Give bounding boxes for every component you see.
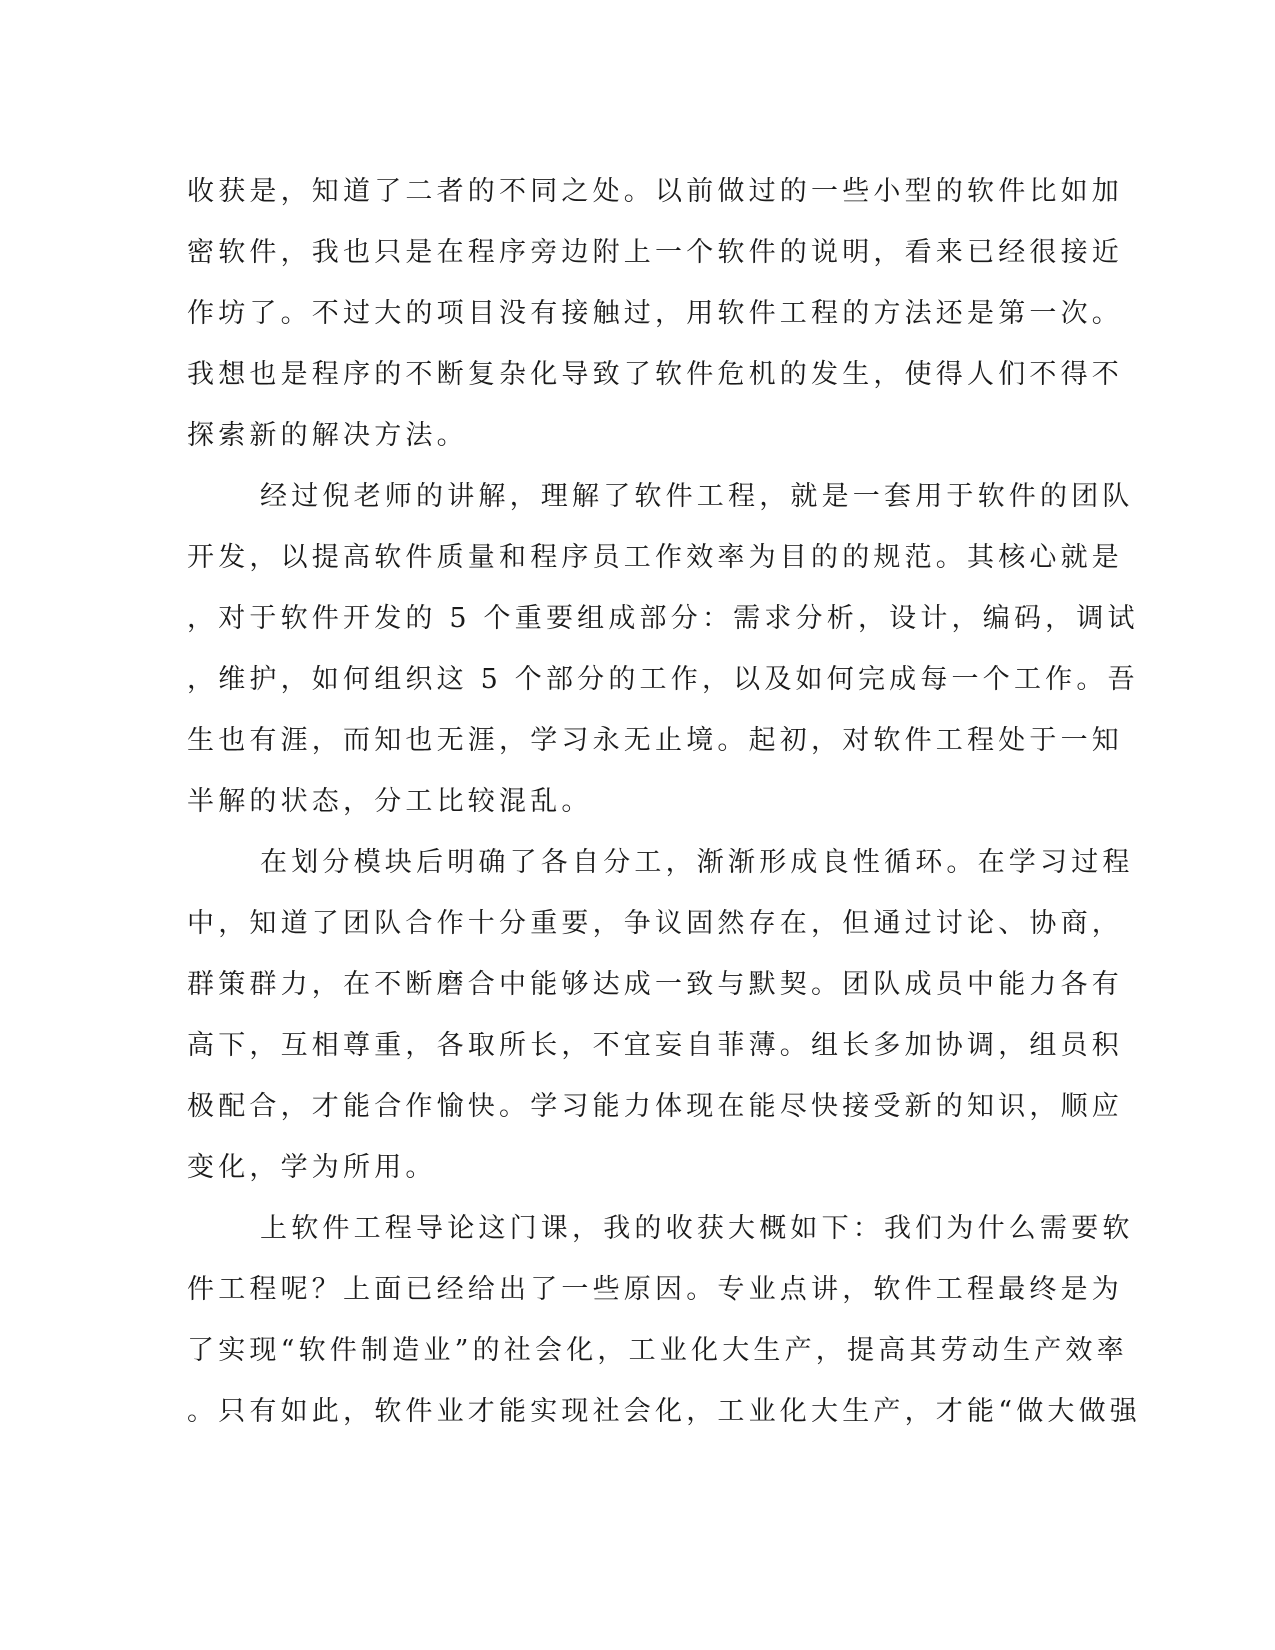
text-line: 探索新的解决方法。 — [187, 420, 468, 451]
text-line: 开发，以提高软件质量和程序员工作效率为目的的规范。其核心就是 — [187, 542, 1123, 573]
body-text — [187, 161, 1142, 1442]
text-line: 件工程呢？上面已经给出了一些原因。专业点讲，软件工程最终是为 — [187, 1274, 1123, 1305]
text-line: 群策群力，在不断磨合中能够达成一致与默契。团队成员中能力各有 — [187, 969, 1123, 1000]
text-line: 半解的状态，分工比较混乱。 — [187, 786, 593, 817]
paragraph-first-line: 经过倪老师的讲解，理解了软件工程，就是一套用于软件的团队 — [260, 481, 1134, 512]
text-line: 高下，互相尊重，各取所长，不宜妄自菲薄。组长多加协调，组员积 — [187, 1030, 1123, 1061]
text-line: 极配合，才能合作愉快。学习能力体现在能尽快接受新的知识，顺应 — [187, 1091, 1123, 1122]
text-line: 作坊了。不过大的项目没有接触过，用软件工程的方法还是第一次。 — [187, 298, 1123, 329]
text-line: 中，知道了团队合作十分重要，争议固然存在，但通过讨论、协商， — [187, 908, 1123, 939]
text-line: ，对于软件开发的 5 个重要组成部分：需求分析，设计，编码，调试 — [187, 603, 1139, 634]
paragraph-first-line: 在划分模块后明确了各自分工，渐渐形成良性循环。在学习过程 — [260, 847, 1134, 878]
text-line: 我想也是程序的不断复杂化导致了软件危机的发生，使得人们不得不 — [187, 359, 1123, 390]
text-line: ，维护，如何组织这 5 个部分的工作，以及如何完成每一个工作。吾 — [187, 664, 1139, 695]
text-line: 。只有如此，软件业才能实现社会化，工业化大生产，才能“做大做强 — [187, 1396, 1142, 1427]
text-line: 密软件，我也只是在程序旁边附上一个软件的说明，看来已经很接近 — [187, 237, 1123, 268]
text-line: 了实现“软件制造业”的社会化，工业化大生产，提高其劳动生产效率 — [187, 1335, 1128, 1366]
text-line: 收获是，知道了二者的不同之处。以前做过的一些小型的软件比如加 — [187, 176, 1123, 207]
text-line: 变化，学为所用。 — [187, 1152, 437, 1183]
text-line: 生也有涯，而知也无涯，学习永无止境。起初，对软件工程处于一知 — [187, 725, 1123, 756]
paragraph-first-line: 上软件工程导论这门课，我的收获大概如下：我们为什么需要软 — [260, 1213, 1134, 1244]
